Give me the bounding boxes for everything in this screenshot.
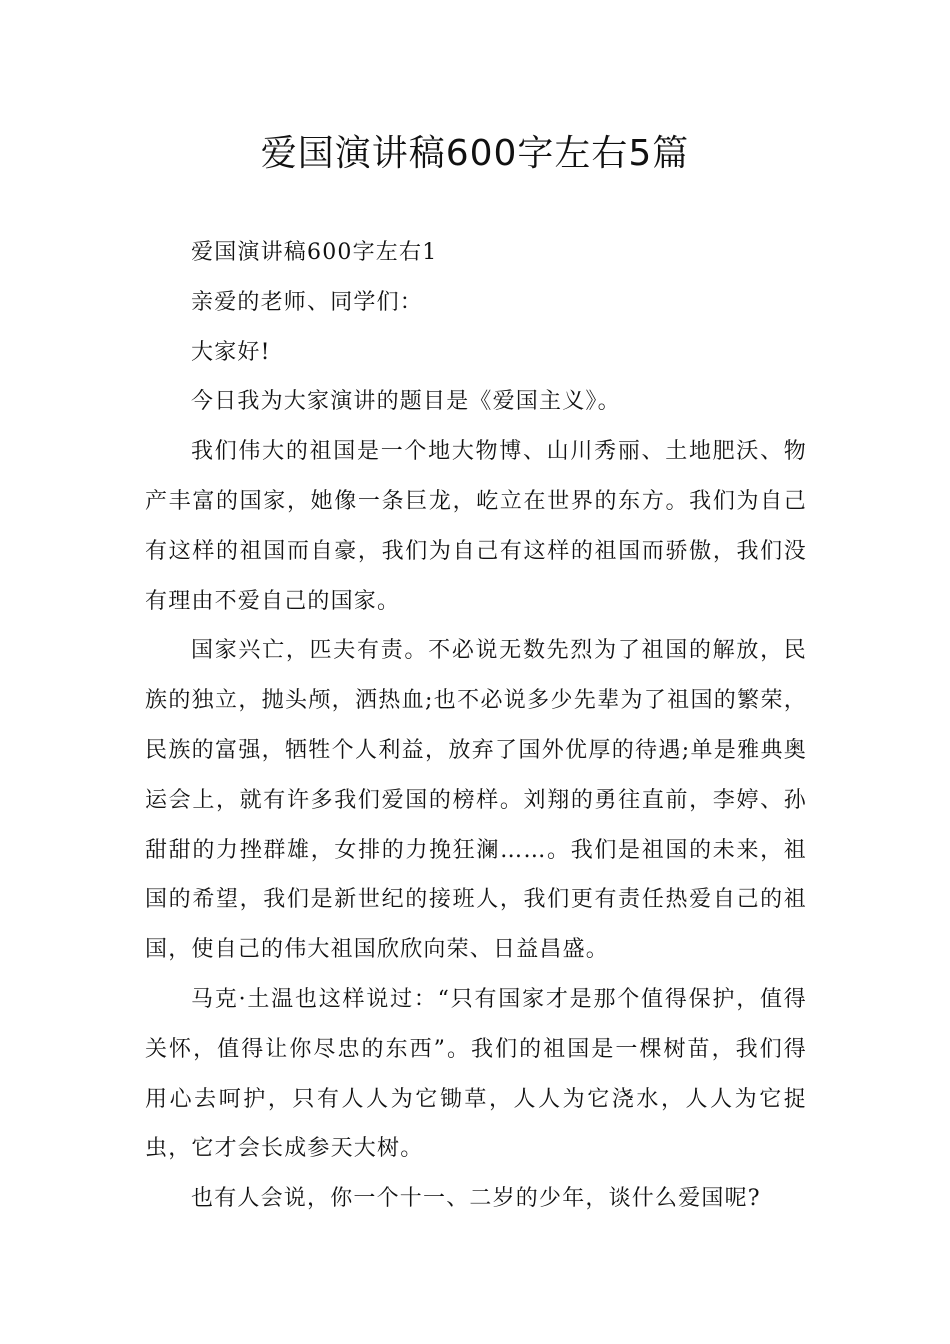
paragraph-salutation: 亲爱的老师、同学们： (191, 289, 424, 315)
paragraph-motherland: 我们伟大的祖国是一个地大物博、山川秀丽、土地肥沃、物产丰富的国家，她像一条巨龙，屹立在世界的东方。我们为自己有这样的祖国而自豪，我们为自己有这样的祖国而骄傲，我们没有理由不爱自己的国家。 (145, 439, 807, 614)
paragraph-responsibility: 国家兴亡，匹夫有责。不必说无数先烈为了祖国的解放，民族的独立，抛头颅，洒热血;也不必说多少先辈为了祖国的繁荣，民族的富强，牺牲个人利益，放弃了国外优厚的待遇;单是雅典奥运会上，就有许多我们爱国的榜样。刘翔的勇往直前，李婷、孙甜甜的力挫群雄，女排的力挽狂澜……。我们是祖国的未来，祖国的希望，我们是新世纪的接班人，我们更有责任热爱自己的祖国，使自己的伟大祖国欣欣向荣、日益昌盛。 (145, 638, 807, 963)
paragraph-greeting: 大家好! (191, 339, 271, 365)
document-title: 爱国演讲稿600字左右5篇 (260, 133, 690, 174)
document-body (145, 228, 807, 1224)
paragraph-question: 也有人会说，你一个十一、二岁的少年，谈什么爱国呢? (191, 1186, 761, 1212)
paragraph-quote: 马克·土温也这样说过：“只有国家才是那个值得保护，值得关怀，值得让你尽忠的东西”。我们的祖国是一棵树苗，我们得用心去呵护，只有人人为它锄草，人人为它浇水，人人为它捉虫，它才会长成参天大树。 (145, 986, 807, 1162)
paragraph-heading: 爱国演讲稿600字左右1 (191, 240, 438, 265)
paragraph-topic: 今日我为大家演讲的题目是《爱国主义》。 (191, 389, 621, 415)
